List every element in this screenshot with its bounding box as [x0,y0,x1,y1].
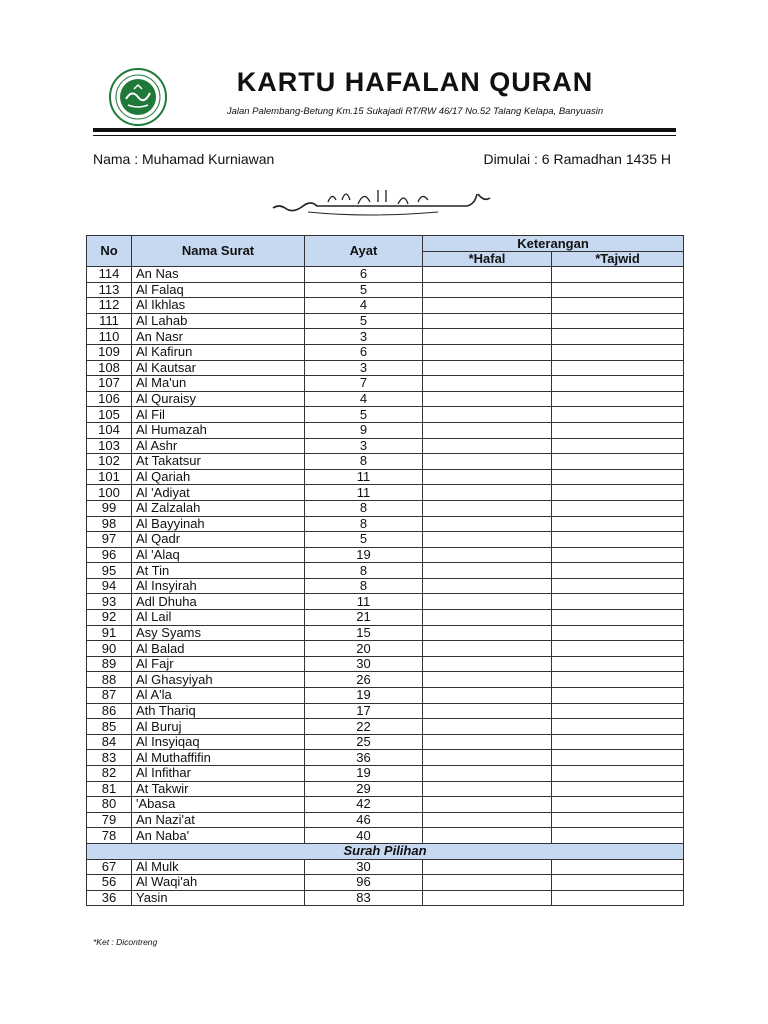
surah-name: Al Zalzalah [132,500,305,516]
surah-number: 106 [87,391,132,407]
table-row [87,438,684,454]
surah-name: Al Quraisy [132,391,305,407]
surah-name: Adl Dhuha [132,594,305,610]
tajwid-checkbox-cell[interactable] [552,875,684,891]
hafal-checkbox-cell[interactable] [423,734,552,750]
tajwid-checkbox-cell[interactable] [552,578,684,594]
surah-number: 113 [87,282,132,298]
hafal-checkbox-cell[interactable] [423,532,552,548]
table-row [87,734,684,750]
hafal-checkbox-cell[interactable] [423,750,552,766]
ayat-count: 96 [305,875,423,891]
surah-name: Asy Syams [132,625,305,641]
surah-number: 110 [87,329,132,345]
tajwid-checkbox-cell[interactable] [552,781,684,797]
surah-number: 67 [87,859,132,875]
surah-name: Al Kafirun [132,344,305,360]
table-row [87,532,684,548]
table-row [87,360,684,376]
ayat-count: 83 [305,890,423,906]
surah-name: Al Infithar [132,766,305,782]
tajwid-checkbox-cell[interactable] [552,734,684,750]
hafal-checkbox-cell[interactable] [423,610,552,626]
ayat-count: 19 [305,766,423,782]
table-row [87,485,684,501]
school-seal-logo [108,67,168,127]
ayat-count: 11 [305,594,423,610]
hafal-checkbox-cell[interactable] [423,516,552,532]
ayat-count: 5 [305,532,423,548]
surah-name: Al Ashr [132,438,305,454]
tajwid-checkbox-cell[interactable] [552,532,684,548]
tajwid-checkbox-cell[interactable] [552,438,684,454]
ayat-count: 25 [305,734,423,750]
col-tajwid-header: *Tajwid [552,252,684,267]
table-row [87,547,684,563]
ayat-count: 8 [305,563,423,579]
tajwid-checkbox-cell[interactable] [552,610,684,626]
ayat-count: 7 [305,376,423,392]
ayat-count: 3 [305,360,423,376]
tajwid-checkbox-cell[interactable] [552,407,684,423]
surah-number: 102 [87,454,132,470]
table-row [87,625,684,641]
ayat-count: 30 [305,656,423,672]
ayat-count: 5 [305,313,423,329]
table-row [87,890,684,906]
tajwid-checkbox-cell[interactable] [552,766,684,782]
table-row [87,656,684,672]
surah-name: An Nazi'at [132,812,305,828]
surah-number: 96 [87,547,132,563]
col-ayat-header: Ayat [305,236,423,267]
ayat-count: 19 [305,547,423,563]
tajwid-checkbox-cell[interactable] [552,298,684,314]
table-row [87,594,684,610]
ayat-count: 6 [305,267,423,283]
surah-number: 114 [87,267,132,283]
hafal-checkbox-cell[interactable] [423,594,552,610]
tajwid-checkbox-cell[interactable] [552,360,684,376]
surah-name: Al Mulk [132,859,305,875]
hafal-checkbox-cell[interactable] [423,391,552,407]
tajwid-checkbox-cell[interactable] [552,485,684,501]
surah-name: Al Bayyinah [132,516,305,532]
ayat-count: 36 [305,750,423,766]
hafal-checkbox-cell[interactable] [423,859,552,875]
surah-number: 88 [87,672,132,688]
tajwid-checkbox-cell[interactable] [552,797,684,813]
ayat-count: 5 [305,407,423,423]
ayat-count: 3 [305,329,423,345]
surah-name: Al Ghasyiyah [132,672,305,688]
table-row [87,454,684,470]
table-row [87,376,684,392]
tajwid-checkbox-cell[interactable] [552,828,684,844]
surah-number: 100 [87,485,132,501]
surah-number: 112 [87,298,132,314]
hafal-checkbox-cell[interactable] [423,485,552,501]
hafal-checkbox-cell[interactable] [423,360,552,376]
surah-name: An Nasr [132,329,305,345]
hafal-checkbox-cell[interactable] [423,563,552,579]
surah-name: At Takatsur [132,454,305,470]
surah-name: Al Waqi'ah [132,875,305,891]
tajwid-checkbox-cell[interactable] [552,672,684,688]
surah-number: 80 [87,797,132,813]
table-row [87,766,684,782]
table-row [87,859,684,875]
surah-number: 94 [87,578,132,594]
tajwid-checkbox-cell[interactable] [552,344,684,360]
ayat-count: 46 [305,812,423,828]
surah-name: Al Balad [132,641,305,657]
hafal-checkbox-cell[interactable] [423,329,552,345]
ayat-count: 6 [305,344,423,360]
hafal-checkbox-cell[interactable] [423,812,552,828]
tajwid-checkbox-cell[interactable] [552,656,684,672]
hafal-checkbox-cell[interactable] [423,578,552,594]
ayat-count: 11 [305,469,423,485]
hafal-checkbox-cell[interactable] [423,625,552,641]
tajwid-checkbox-cell[interactable] [552,469,684,485]
surah-name: An Nas [132,267,305,283]
tajwid-checkbox-cell[interactable] [552,454,684,470]
ayat-count: 29 [305,781,423,797]
surah-number: 78 [87,828,132,844]
table-row [87,812,684,828]
hafal-checkbox-cell[interactable] [423,547,552,563]
hafal-checkbox-cell[interactable] [423,656,552,672]
section-row [87,843,684,859]
surah-number: 97 [87,532,132,548]
surah-name: At Tin [132,563,305,579]
surah-name: Al Qadr [132,532,305,548]
address-line: Jalan Palembang-Betung Km.15 Sukajadi RT/RW 46/17 No.52 Talang Kelapa, Banyuasin [226,106,604,117]
ayat-count: 17 [305,703,423,719]
hafal-checkbox-cell[interactable] [423,875,552,891]
surah-number: 36 [87,890,132,906]
table-row [87,641,684,657]
surah-number: 92 [87,610,132,626]
tajwid-checkbox-cell[interactable] [552,688,684,704]
col-no-header: No [87,236,132,267]
table-row [87,298,684,314]
hafal-checkbox-cell[interactable] [423,719,552,735]
surah-number: 107 [87,376,132,392]
ayat-count: 4 [305,391,423,407]
footer-note: *Ket : Dicontreng [93,937,158,947]
tajwid-checkbox-cell[interactable] [552,594,684,610]
table-row [87,422,684,438]
ayat-count: 40 [305,828,423,844]
page-title: KARTU HAFALAN QURAN [236,67,594,97]
surah-name: Al 'Adiyat [132,485,305,501]
hafal-checkbox-cell[interactable] [423,500,552,516]
ayat-count: 15 [305,625,423,641]
surah-name: Al A'la [132,688,305,704]
surah-number: 89 [87,656,132,672]
tajwid-checkbox-cell[interactable] [552,391,684,407]
tajwid-checkbox-cell[interactable] [552,267,684,283]
ayat-count: 3 [305,438,423,454]
ayat-count: 8 [305,516,423,532]
student-name: Nama : Muhamad Kurniawan [93,151,275,167]
surah-name: Al Muthaffifin [132,750,305,766]
table-row [87,500,684,516]
tajwid-checkbox-cell[interactable] [552,516,684,532]
surah-number: 83 [87,750,132,766]
table-row [87,563,684,579]
ayat-count: 9 [305,422,423,438]
ayat-count: 8 [305,500,423,516]
surah-number: 91 [87,625,132,641]
hafal-checkbox-cell[interactable] [423,641,552,657]
surah-number: 111 [87,313,132,329]
tajwid-checkbox-cell[interactable] [552,329,684,345]
tajwid-checkbox-cell[interactable] [552,641,684,657]
col-keterangan-header: Keterangan [423,236,684,252]
ayat-count: 4 [305,298,423,314]
ayat-count: 26 [305,672,423,688]
tajwid-checkbox-cell[interactable] [552,750,684,766]
table-row [87,469,684,485]
surah-number: 108 [87,360,132,376]
table-row [87,719,684,735]
hafal-checkbox-cell[interactable] [423,267,552,283]
hafal-checkbox-cell[interactable] [423,688,552,704]
tajwid-checkbox-cell[interactable] [552,376,684,392]
table-row [87,875,684,891]
table-row [87,750,684,766]
surah-number: 85 [87,719,132,735]
tajwid-checkbox-cell[interactable] [552,563,684,579]
surah-number: 82 [87,766,132,782]
tajwid-checkbox-cell[interactable] [552,625,684,641]
surah-name: Al Lahab [132,313,305,329]
surah-number: 93 [87,594,132,610]
surah-number: 81 [87,781,132,797]
hafal-checkbox-cell[interactable] [423,313,552,329]
surah-number: 84 [87,734,132,750]
tajwid-checkbox-cell[interactable] [552,547,684,563]
table-row [87,797,684,813]
section-label: Surah Pilihan [87,843,684,859]
hafal-checkbox-cell[interactable] [423,672,552,688]
memorization-table [86,235,684,906]
hafal-checkbox-cell[interactable] [423,766,552,782]
hafal-checkbox-cell[interactable] [423,344,552,360]
surah-number: 101 [87,469,132,485]
hafal-checkbox-cell[interactable] [423,438,552,454]
tajwid-checkbox-cell[interactable] [552,890,684,906]
surah-name: Al Falaq [132,282,305,298]
ayat-count: 11 [305,485,423,501]
tajwid-checkbox-cell[interactable] [552,422,684,438]
hafal-checkbox-cell[interactable] [423,422,552,438]
ayat-count: 42 [305,797,423,813]
table-row [87,688,684,704]
surah-name: Ath Thariq [132,703,305,719]
surah-name: An Naba' [132,828,305,844]
surah-name: Al Buruj [132,719,305,735]
start-date: Dimulai : 6 Ramadhan 1435 H [483,151,671,167]
surah-name: 'Abasa [132,797,305,813]
tajwid-checkbox-cell[interactable] [552,812,684,828]
surah-name: Al Fil [132,407,305,423]
hafal-checkbox-cell[interactable] [423,828,552,844]
surah-number: 99 [87,500,132,516]
surah-number: 56 [87,875,132,891]
surah-name: Al Humazah [132,422,305,438]
surah-name: At Takwir [132,781,305,797]
surah-number: 105 [87,407,132,423]
ayat-count: 20 [305,641,423,657]
ayat-count: 19 [305,688,423,704]
table-row [87,578,684,594]
surah-name: Al 'Alaq [132,547,305,563]
ayat-count: 21 [305,610,423,626]
hafal-checkbox-cell[interactable] [423,282,552,298]
ayat-count: 5 [305,282,423,298]
surah-name: Al Kautsar [132,360,305,376]
col-hafal-header: *Hafal [423,252,552,267]
header-rule-thick [93,128,676,132]
table-row [87,610,684,626]
surah-number: 86 [87,703,132,719]
hafal-checkbox-cell[interactable] [423,703,552,719]
tajwid-checkbox-cell[interactable] [552,703,684,719]
hafal-checkbox-cell[interactable] [423,407,552,423]
table-row [87,267,684,283]
surah-name: Al Fajr [132,656,305,672]
tajwid-checkbox-cell[interactable] [552,282,684,298]
table-row [87,672,684,688]
surah-number: 109 [87,344,132,360]
surah-number: 98 [87,516,132,532]
ayat-count: 8 [305,578,423,594]
surah-number: 87 [87,688,132,704]
hafal-checkbox-cell[interactable] [423,781,552,797]
surah-number: 79 [87,812,132,828]
surah-number: 90 [87,641,132,657]
hafal-checkbox-cell[interactable] [423,469,552,485]
bismillah-calligraphy-icon [268,182,498,218]
table-row [87,282,684,298]
ayat-count: 30 [305,859,423,875]
surah-name: Al Ma'un [132,376,305,392]
tajwid-checkbox-cell[interactable] [552,500,684,516]
surah-name: Al Qariah [132,469,305,485]
table-row [87,344,684,360]
hafal-checkbox-cell[interactable] [423,797,552,813]
table-row [87,781,684,797]
surah-name: Al Lail [132,610,305,626]
hafal-checkbox-cell[interactable] [423,298,552,314]
hafal-checkbox-cell[interactable] [423,890,552,906]
table-row [87,828,684,844]
header-rule-thin [93,135,676,136]
table-row [87,407,684,423]
tajwid-checkbox-cell[interactable] [552,719,684,735]
surah-number: 103 [87,438,132,454]
hafal-checkbox-cell[interactable] [423,376,552,392]
surah-number: 104 [87,422,132,438]
table-row [87,329,684,345]
ayat-count: 8 [305,454,423,470]
surah-name: Al Insyiqaq [132,734,305,750]
tajwid-checkbox-cell[interactable] [552,313,684,329]
table-row [87,516,684,532]
col-name-header: Nama Surat [132,236,305,267]
ayat-count: 22 [305,719,423,735]
surah-name: Al Insyirah [132,578,305,594]
surah-name: Al Ikhlas [132,298,305,314]
table-row [87,391,684,407]
surah-number: 95 [87,563,132,579]
table-row [87,313,684,329]
table-row [87,703,684,719]
tajwid-checkbox-cell[interactable] [552,859,684,875]
surah-name: Yasin [132,890,305,906]
hafal-checkbox-cell[interactable] [423,454,552,470]
